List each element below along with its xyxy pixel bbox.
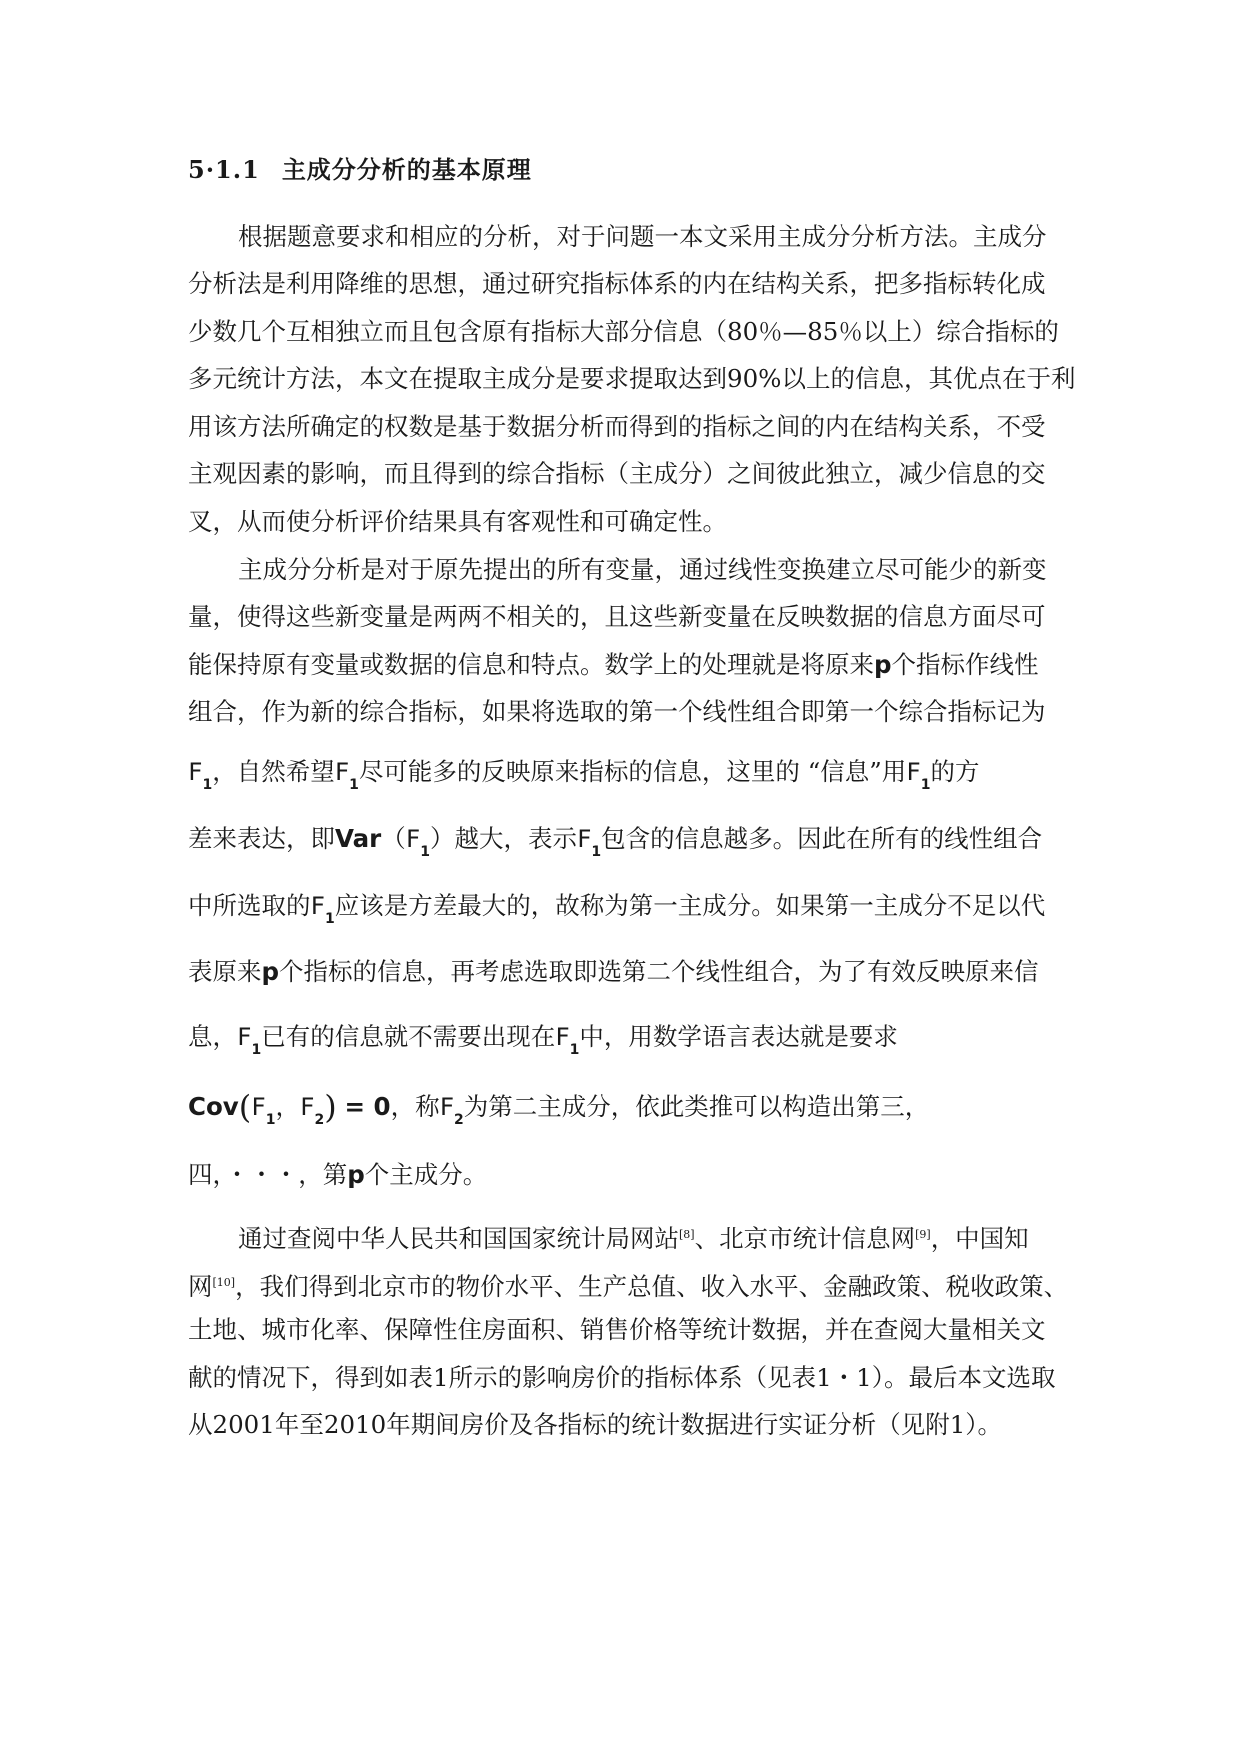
math-F1: $F_1$ — [237, 1023, 262, 1058]
text-line: 量，使得这些新变量是两两不相关的，且这些新变量在反映数据的信息方面尽可 — [188, 602, 1046, 631]
section-number: 5·1.1 — [188, 155, 260, 184]
citation-8: [8] — [679, 1228, 695, 1241]
math-var: Var — [335, 824, 382, 853]
math-F1: $F_1$ — [555, 1023, 580, 1058]
math-equals-zero: = 0 — [344, 1092, 391, 1121]
text-line: 主观因素的影响，而且得到的综合指标（主成分）之间彼此独立，减少信息的交 — [188, 459, 1046, 488]
section-title: 主成分分析的基本原理 — [281, 155, 532, 184]
text-line: 四，・・・，第p个主成分。 — [188, 1160, 488, 1189]
text-line: $F_1$，自然希望$F_1$尽可能多的反映原来指标的信息，这里的 “信息”用$F_1$的方 — [188, 757, 980, 793]
math-F1: $F_1$ — [310, 892, 335, 927]
variable-p: p — [347, 1160, 365, 1189]
text-line: 主成分分析是对于原先提出的所有变量，通过线性变换建立尽可能少的新变 — [238, 555, 1047, 584]
text-line: 从2001年至2010年期间房价及各指标的统计数据进行实证分析（见附1）。 — [188, 1410, 1003, 1439]
text-line: 网[10]，我们得到北京市的物价水平、生产总值、收入水平、金融政策、税收政策、 — [188, 1272, 1069, 1301]
text-line: 能保持原有变量或数据的信息和特点。数学上的处理就是将原来p个指标作线性 — [188, 650, 1039, 679]
text-line: 中所选取的$F_1$应该是方差最大的，故称为第一主成分。如果第一主成分不足以代 — [188, 891, 1046, 927]
text-line: 少数几个互相独立而且包含原有指标大部分信息（80％—85％以上）综合指标的 — [188, 317, 1059, 346]
text-line: 叉，从而使分析评价结果具有客观性和可确定性。 — [188, 507, 727, 536]
math-F1: $F_1$ — [405, 825, 430, 860]
text-line: 息，$F_1$已有的信息就不需要出现在$F_1$中，用数学语言表达就是要求 — [188, 1022, 898, 1058]
text-line: 差来表达，即$Var(F_1)$越大，表示$F_1$包含的信息越多。因此在所有的线性组合 — [188, 824, 1043, 860]
math-F1: $F_1$ — [251, 1093, 276, 1128]
math-F2: $F_2$ — [299, 1093, 325, 1128]
text-line: 表原来p个指标的信息，再考虑选取即选第二个线性组合，为了有效反映原来信 — [188, 957, 1039, 986]
text-line: 分析法是利用降维的思想，通过研究指标体系的内在结构关系，把多指标转化成 — [188, 269, 1046, 298]
section-heading — [188, 150, 532, 185]
text-line: 献的情况下，得到如表1所示的影响房价的指标体系（见表1・1）。最后本文选取 — [188, 1363, 1056, 1392]
formula-line: $Cov(F_1$，$F_2) = 0$，称$F_2$为第二主成分，依此类推可以构造出第三， — [188, 1088, 930, 1128]
math-F1: $F_1$ — [334, 758, 359, 793]
math-F1: $F_1$ — [188, 758, 213, 793]
math-F1: $F_1$ — [906, 758, 931, 793]
citation-10: [10] — [212, 1276, 236, 1289]
math-F2: $F_2$ — [439, 1093, 464, 1128]
math-cov: Cov — [188, 1092, 239, 1121]
text-line: 用该方法所确定的权数是基于数据分析而得到的指标之间的内在结构关系，不受 — [188, 412, 1046, 441]
text-line: 组合，作为新的综合指标，如果将选取的第一个线性组合即第一个综合指标记为 — [188, 697, 1046, 726]
variable-p: p — [261, 957, 280, 986]
text-line: 土地、城市化率、保障性住房面积、销售价格等统计数据，并在查阅大量相关文 — [188, 1315, 1046, 1344]
math-F1: $F_1$ — [576, 825, 602, 860]
variable-p: p — [874, 650, 892, 679]
citation-9: [9] — [915, 1228, 931, 1241]
text-line: 根据题意要求和相应的分析，对于问题一本文采用主成分分析方法。主成分 — [238, 222, 1047, 251]
text-line: 通过查阅中华人民共和国国家统计局网站[8]、北京市统计信息网[9]，中国知 — [238, 1224, 1029, 1253]
text-line: 多元统计方法，本文在提取主成分是要求提取达到90%以上的信息，其优点在于利 — [188, 364, 1076, 393]
